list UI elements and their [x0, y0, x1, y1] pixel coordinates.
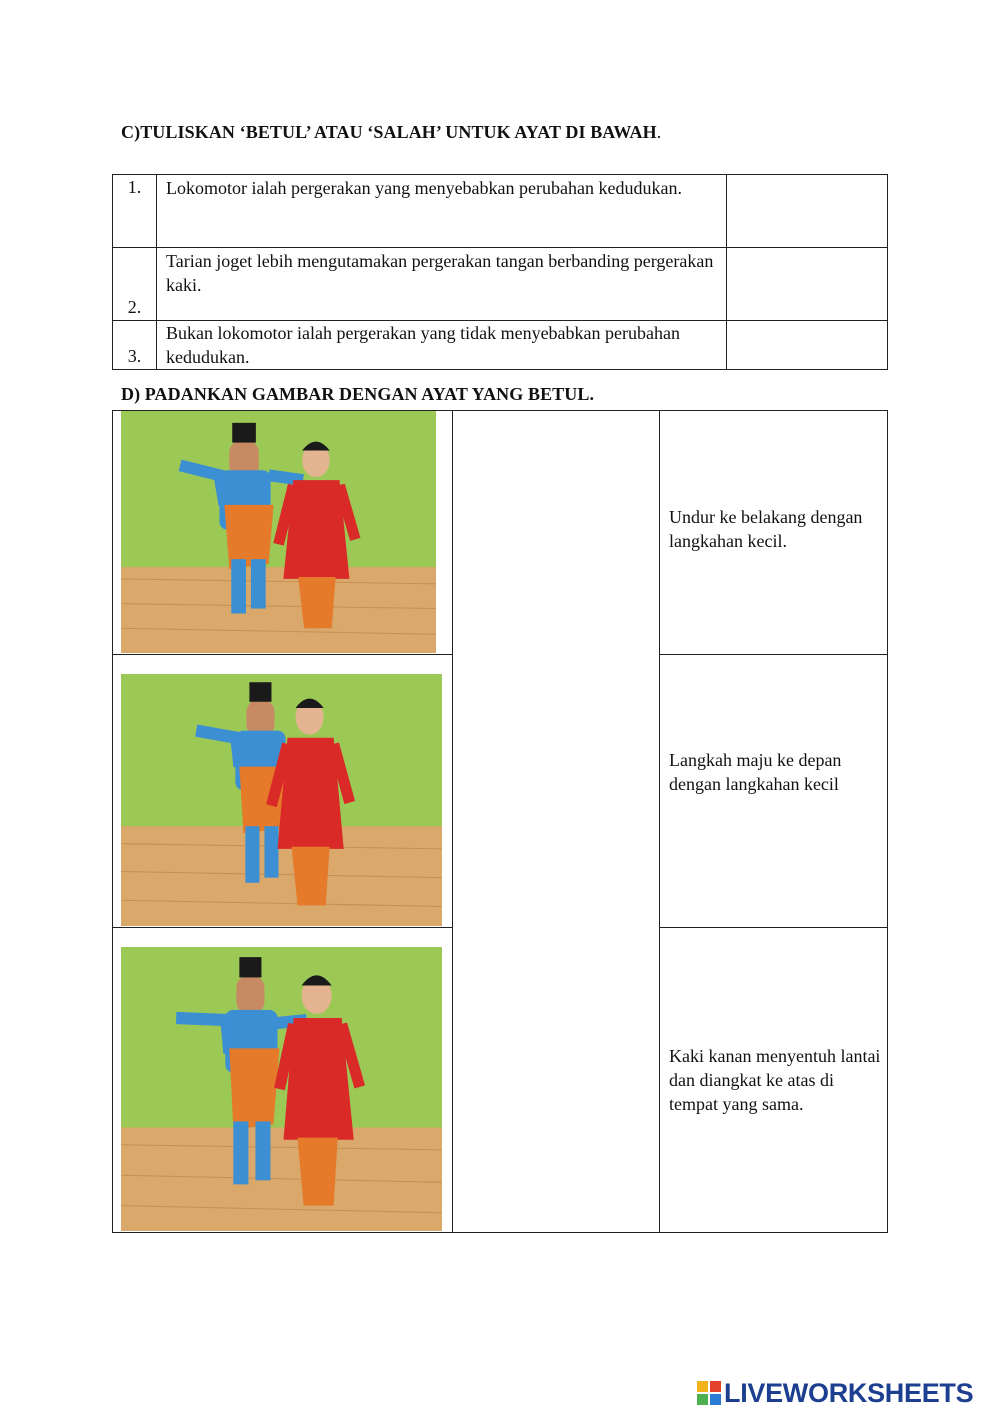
table-row	[113, 175, 888, 248]
row-divider	[112, 654, 453, 655]
dancers-image-2	[121, 674, 442, 926]
joget-dancers-photo	[121, 411, 436, 653]
match-description: Kaki kanan menyentuh lantai dan diangkat ke atas di tempat yang sama.	[669, 1046, 881, 1114]
section-d-title: D) PADANKAN GAMBAR DENGAN AYAT YANG BETUL.	[121, 384, 595, 404]
row-number: 3.	[113, 321, 157, 370]
answer-box[interactable]	[727, 321, 888, 370]
table-border-bottom	[112, 1232, 888, 1233]
section-c-title: C)TULISKAN ‘BETUL’ ATAU ‘SALAH’ UNTUK AYAT DI BAWAH.	[121, 122, 662, 142]
brand-name: LIVEWORKSHEETS	[724, 1377, 974, 1408]
statement-text: Tarian joget lebih mengutamakan pergerakan tangan berbanding pergerakan kaki.	[157, 248, 727, 321]
table-border-right	[887, 410, 888, 1233]
row-number: 1.	[113, 175, 157, 248]
match-answer-column[interactable]	[453, 411, 659, 1232]
row-divider	[112, 927, 453, 928]
liveworksheets-brand	[697, 1378, 973, 1408]
statement-text: Bukan lokomotor ialah pergerakan yang tidak menyebabkan perubahan kedudukan.	[157, 321, 727, 370]
true-false-table	[112, 174, 888, 370]
table-row	[113, 248, 888, 321]
liveworksheets-logo-icon	[697, 1381, 721, 1405]
column-divider	[659, 410, 660, 1233]
row-divider	[659, 654, 888, 655]
match-description: Undur ke belakang dengan langkahan kecil.	[669, 507, 863, 551]
answer-box[interactable]	[727, 248, 888, 321]
table-row	[113, 321, 888, 370]
joget-dancers-photo	[121, 674, 442, 926]
row-number: 2.	[113, 248, 157, 321]
dancers-image-1	[121, 411, 436, 653]
table-border-left	[112, 410, 113, 1233]
match-description: Langkah maju ke depan dengan langkahan kecil	[669, 750, 842, 794]
answer-box[interactable]	[727, 175, 888, 248]
statement-text: Lokomotor ialah pergerakan yang menyebabkan perubahan kedudukan.	[157, 175, 727, 248]
dancers-image-3	[121, 947, 442, 1231]
row-divider	[659, 927, 888, 928]
joget-dancers-photo	[121, 947, 442, 1231]
